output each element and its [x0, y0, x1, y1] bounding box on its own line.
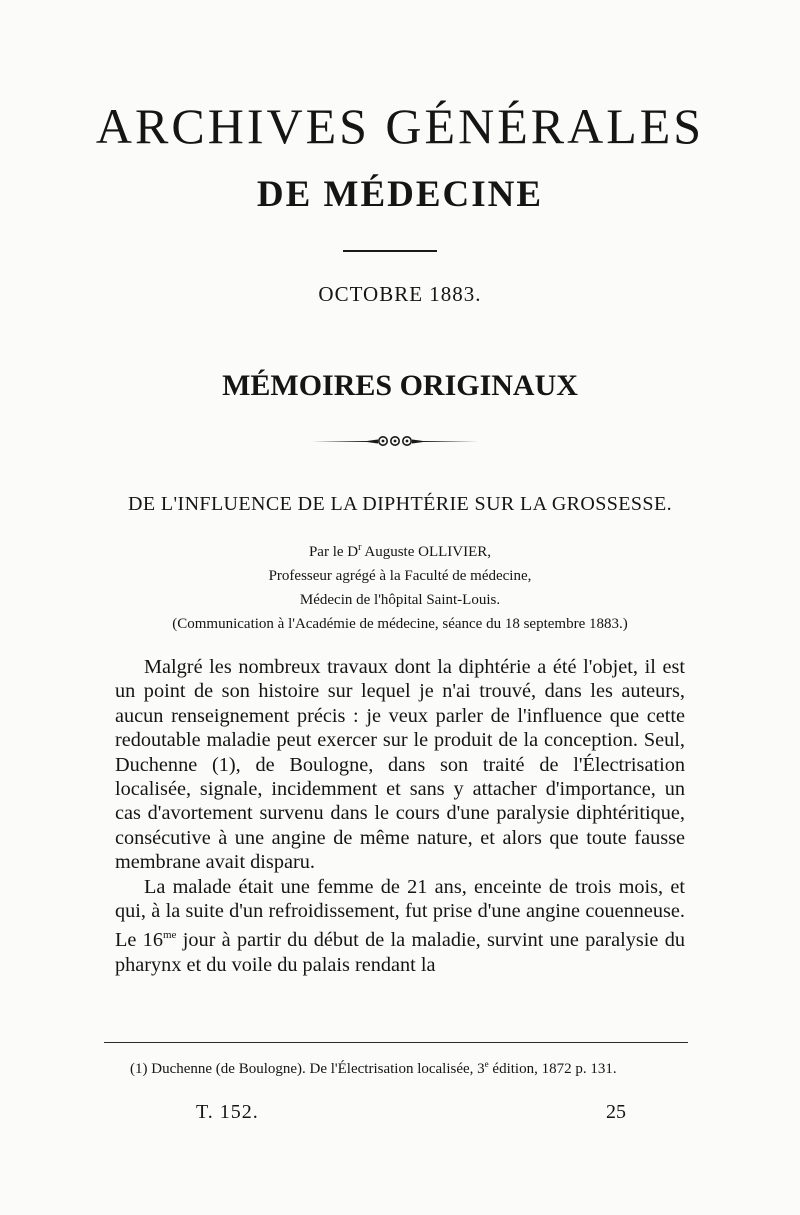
footnote-superscript: e	[484, 1059, 489, 1069]
byline-prefix: Par le D	[308, 544, 359, 560]
article-body	[115, 655, 685, 977]
author-byline	[0, 537, 800, 563]
footnote-text-b: édition, 1872 p. 131.	[488, 1061, 617, 1077]
title-divider	[343, 250, 437, 252]
footnote-divider	[104, 1042, 688, 1043]
article-title: DE L'INFLUENCE DE LA DIPHTÉRIE SUR LA GROSSESSE.	[128, 493, 672, 515]
author-affiliation-2: Médecin de l'hôpital Saint-Louis.	[299, 592, 501, 608]
issue-date: OCTOBRE 1883.	[318, 282, 482, 306]
paragraph-2-superscript: me	[162, 929, 177, 942]
section-heading: MÉMOIRES ORIGINAUX	[222, 369, 578, 402]
paragraph-2	[115, 875, 685, 977]
footnote	[112, 1053, 688, 1080]
author-name: Auguste OLLIVIER,	[361, 544, 492, 560]
volume-signature: T. 152.	[196, 1101, 259, 1123]
ornament-divider-icon	[312, 434, 478, 448]
communication-note: (Communication à l'Académie de médecine, séance du 18 septembre 1883.)	[172, 616, 628, 632]
paragraph-2-text-b: jour à partir du début de la maladie, survint une paralysie du pharynx et du voile du palais rendant la	[115, 929, 685, 976]
page-number: 25	[606, 1101, 626, 1123]
byline-superscript: r	[358, 542, 362, 553]
paragraph-2-text-a: La malade était une femme de 21 ans, enceinte de trois mois, et qui, à la suite d'un refroidissement, fut prise d'une angine couenneuse. Le 16	[115, 875, 685, 952]
journal-title: ARCHIVES GÉNÉRALES	[95, 98, 705, 154]
paragraph-1: Malgré les nombreux travaux dont la diphtérie a été l'objet, il est un point de son histoire sur lequel je n'ai trouvé, dans les auteurs, aucun renseignement précis : je veux parler de l'influence que cette redoutable maladie peut exercer sur le produit de la conception. Seul, Duchenne (1), de Boulogne, dans son traité de l'Électrisation localisée, signale, incidemment et sans y attacher d'importance, un cas d'avortement survenu dans le cours d'une paralysie diphtéritique, consécutive à une angine de même nature, et alors que toute fausse membrane avait disparu.	[115, 656, 685, 874]
journal-subtitle: DE MÉDECINE	[256, 174, 544, 215]
author-affiliation-1: Professeur agrégé à la Faculté de médecine,	[268, 568, 532, 584]
footnote-text-a: (1) Duchenne (de Boulogne). De l'Électrisation localisée, 3	[130, 1061, 485, 1077]
